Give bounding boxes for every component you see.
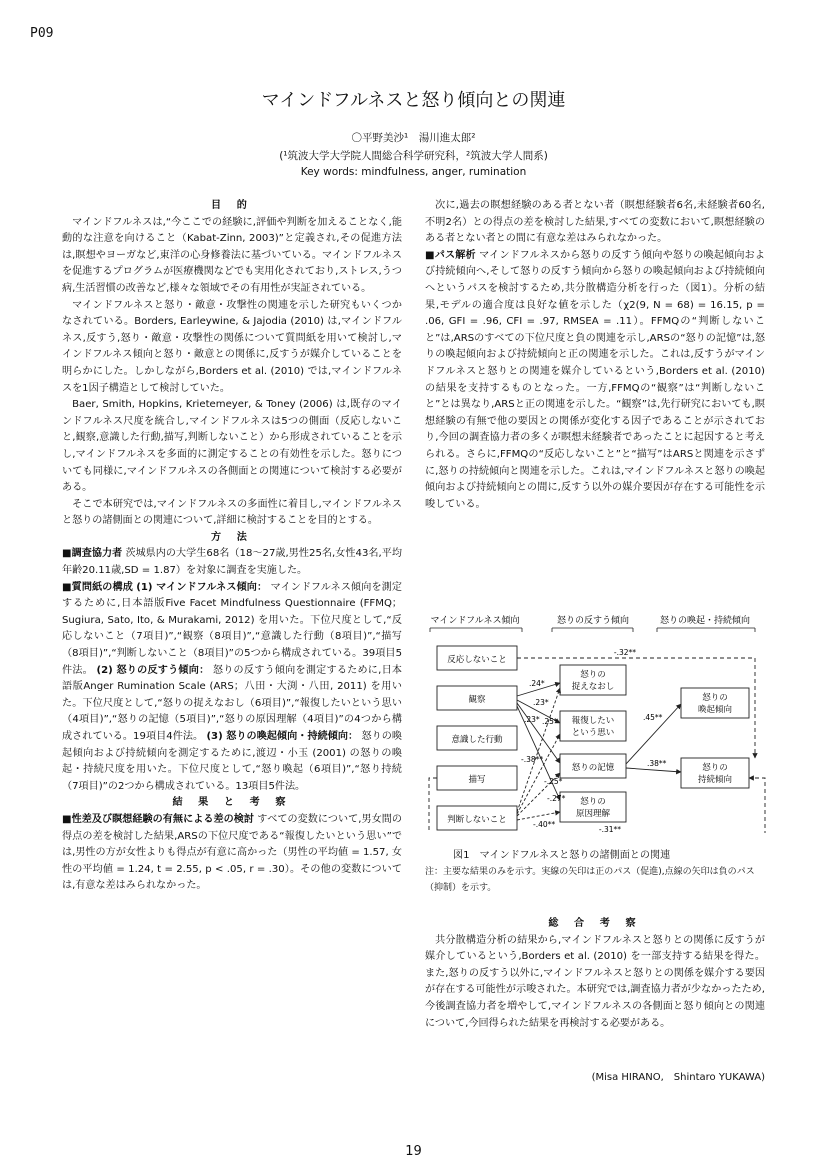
label-observe-revenge: .23* — [533, 698, 549, 707]
purpose-heading: 目 的 — [211, 200, 253, 211]
results-r1-text: すべての変数について,男女間の得点の差を検討した結果,ARSの下位尺度である“報復したいという思い”では,男性の方が女性よりも得点が有意に高かった（男性の平均値 = 1.57, 女性の平均値 = 1.24, t = 2.55, p < .05, r = .30）。その他の変数については,有意な差はみられなかった。 — [62, 813, 402, 892]
header-outcomes: 怒りの喚起・持続傾向 — [659, 616, 751, 626]
method-heading: 方 法 — [211, 531, 253, 543]
svg-text:原因理解: 原因理解 — [575, 809, 611, 819]
svg-text:怒りの: 怒りの — [580, 670, 606, 680]
measure3-text: 怒りの喚起傾向および持続傾向を測定するために,渡辺・小玉 (2001) の怒りの喚起・持続尺度を用いた。下位尺度として,“怒り喚起（6項目)”,“怒り持続（7項目)”の2つから構成されている。13項目5件法。 — [62, 731, 403, 792]
page-number: 19 — [405, 1144, 422, 1159]
caption-note: 注：主要な結果のみを示す。実線の矢印は正のパス（促進),点線の矢印は負のパス（抑制）を示す。 — [425, 867, 755, 893]
measure2-label: (2) 怒りの反すう傾向： — [96, 664, 210, 676]
svg-text:反応しないこと: 反応しないこと — [447, 655, 507, 665]
svg-text:喚起傾向: 喚起傾向 — [697, 705, 733, 715]
left-column — [62, 198, 402, 895]
label-nonjudge-memory: -.27* — [547, 794, 566, 803]
node-persistence — [681, 758, 749, 788]
purpose-p1: マインドフルネスは,“今ここでの経験に,評価や判断を加えることなく,能動的な注意を向けること（Kabat-Zinn, 2003)”と定義され,その促進方法は,瞑想やヨーガなど,東洋の心身修養法に基づいている。マインドフルネスを促進するプログラムが医療機関などでも実用化されており,ストレス,うつ病,生活習慣の改善など,様々な領域でその有用性が実証されている。 — [62, 216, 402, 294]
page-id: P09 — [30, 26, 54, 41]
conclusion-text: 共分散構造分析の結果から,マインドフルネスと怒りとの関係に反すうが媒介しているという,Borders et al. (2010) を一部支持する結果を得た。また,怒りの反すう以外に,マインドフルネスと怒りとの関係を媒介する要因が存在する可能性が示唆された。本研究では,調査協力者が少なかったため,今後調査協力者を増やして,マインドフルネスの各側面と怒り傾向との関連について,今回得られた結果を再検討する必要がある。 — [425, 934, 765, 1029]
svg-text:判断しないこと: 判断しないこと — [447, 815, 507, 825]
paper-title: マインドフルネスと怒り傾向との関連 — [261, 90, 566, 111]
affiliations: (¹筑波大学大学院人間総合科学研究科，²筑波大学人間系) — [279, 150, 548, 162]
node-describe — [437, 766, 517, 790]
participants-text: 茨城県内の大学生68名（18～27歳,男性25名,女性43名,平均年齢20.11歳,SD = 1.87）を対象に調査を実施した。 — [62, 548, 402, 577]
path-memory-persist — [626, 768, 681, 772]
node-non-react — [437, 646, 517, 670]
label-observe-cause: .23* — [524, 715, 540, 724]
label-nonjudge-revenge: -.25* — [544, 777, 563, 786]
authors: 〇平野美沙¹ 湯川進太郎² — [351, 132, 476, 144]
svg-text:という思い: という思い — [571, 728, 615, 738]
measure1-label: (1) マインドフルネス傾向： — [136, 581, 268, 593]
author-signature: (Misa HIRANO, Shintaro YUKAWA) — [591, 1072, 765, 1083]
node-revenge — [560, 711, 626, 741]
node-non-judge — [437, 806, 517, 830]
svg-text:意識した行動: 意識した行動 — [451, 735, 503, 745]
header-mindfulness: マインドフルネス傾向 — [430, 616, 520, 626]
figure-caption — [425, 848, 770, 896]
label-memory-persist: .38** — [647, 759, 667, 768]
results-r3-text: マインドフルネスから怒りの反すう傾向や怒りの喚起傾向および持続傾向へ,そして怒りの反すう傾向から怒りの喚起傾向および持続傾向へというパスを検討するため,共分散構造分析を行った（図1）。分析の結果,モデルの適合度は良好な値を示した（χ2(9, N = 68) = 16.15, p = .06, GFI = .96, CFI = .97, RMSEA = .11）。FFMQの“判断しないこと”は,ARSのすべての下位尺度と負の関連を示し,ARSの“怒りの記憶”は,怒りの喚起傾向および持続傾向と正の関連を示した。これは,反すうがマインドフルネスと怒りとの関連を媒介しているという,Borders et al. (2010) の結果を支持するものとなった。一方,FFMQの“観察”は“判断しないこと”とは異なり,ARSと正の関連を示した。“観察”は,先行研究においても,瞑想経験の有無で他の要因との関係が変化する因子であることが示されており,今回の調査協力者の多くが瞑想未経験者であったことに起因すると考えられる。さらに,FFMQの“反応しないこと”と“描写”はARSと関連を示さずに,怒りの持続傾向と関連を示した。これは,マインドフルネスと怒りの喚起傾向および持続傾向との間に,反すう以外の媒介要因が存在する可能性を示唆している。 — [425, 249, 765, 510]
header-rumination: 怒りの反すう傾向 — [556, 616, 630, 626]
purpose-p4: そこで本研究では,マインドフルネスの多面性に着目し,マインドフルネスと怒りの諸側面との関連について,詳細に検討することを目的とする。 — [62, 498, 402, 527]
svg-text:持続傾向: 持続傾向 — [697, 775, 733, 785]
measure2-text: 怒りの反すう傾向を測定するために,日本語版Anger Rumination Scale (ARS；八田・大渕・八田, 2011) を用いた。下位尺度として,“怒りの捉えなおし（6項目)”,“報復したいという思い（4項目)”,“怒りの記憶（5項目)”,“怒りの原因理解（4項目)”の4つから構成されている。19項目4件法。 — [62, 664, 403, 742]
results-r3-label: ■パス解析 — [425, 249, 476, 261]
node-cause — [560, 792, 626, 822]
label-memory-arousal: .45** — [643, 713, 663, 722]
svg-text:描写: 描写 — [468, 775, 486, 785]
measures-label: ■質問紙の構成 — [62, 581, 133, 593]
conclusion-heading: 総 合 考 察 — [548, 918, 642, 929]
node-observe — [437, 686, 517, 710]
keywords: Key words: mindfulness, anger, rumination — [300, 166, 527, 178]
participants-label: ■調査協力者 — [62, 548, 123, 560]
right-column — [425, 198, 765, 513]
results-heading: 結 果 と 考 察 — [172, 797, 292, 809]
svg-text:怒りの: 怒りの — [580, 797, 606, 807]
label-nonjudge-cause: -.40** — [533, 820, 556, 829]
purpose-p2: マインドフルネスと怒り・敵意・攻撃性の関連を示した研究もいくつかなされている。Borders, Earleywine, & Jajodia (2010) は,マインドフルネス,反すう,怒り・敵意・攻撃性の関係について質問紙を用いて検討し,マインドフルネス傾向と怒り・敵意との関係に,反すうが媒介していることを明らかにした。しかしながら,Borders et al. (2010) では,マインドフルネスを1因子構造として検討していた。 — [62, 299, 402, 394]
results-r1-label: ■性差及び瞑想経験の有無による差の検討 — [62, 813, 255, 825]
node-arousal — [681, 688, 749, 718]
svg-text:怒りの: 怒りの — [702, 763, 728, 773]
label-describe-persist: -.31** — [598, 825, 622, 833]
node-act-aware — [437, 726, 517, 750]
svg-text:怒りの: 怒りの — [702, 693, 728, 703]
path-nonjudge-cause — [517, 812, 560, 820]
results-r2: 次に,過去の瞑想経験のある者とない者（瞑想経験者6名,未経験者60名,不明2名）との得点の差を検討した結果,すべての変数において,瞑想経験のある者とない者との間に有意な差はみられなかった。 — [425, 200, 765, 245]
label-observe-reappraise: .24* — [529, 679, 545, 688]
caption-title: 図1 マインドフルネスと怒りの諸側面との関連 — [453, 850, 671, 861]
path-diagram — [425, 608, 770, 833]
label-nonjudge-reappraise: -.38** — [521, 755, 544, 764]
measure1-text: マインドフルネス傾向を測定するために,日本語版Five Facet Mindfulness Questionnaire (FFMQ；Sugiura, Sato, Ito, & Murakami, 2012) を用いた。下位尺度として,“反応しないこと（7項目)”,“観察（8項目)”,“意識した行動（8項目)”,“描写（8項目)”,“判断しないこと（8項目)”の5つから構成されている。39項目5件法。 — [62, 581, 402, 676]
node-reappraise — [560, 665, 626, 695]
label-nonreact-persist: -.32** — [613, 648, 637, 657]
conclusion-section — [425, 916, 765, 1032]
svg-text:捉えなおし: 捉えなおし — [571, 682, 615, 692]
label-observe-memory: .25* — [542, 717, 558, 726]
svg-text:怒りの記憶: 怒りの記憶 — [571, 763, 615, 773]
svg-text:報復したい: 報復したい — [571, 716, 615, 726]
svg-text:観察: 観察 — [468, 695, 486, 705]
purpose-p3: Baer, Smith, Hopkins, Krietemeyer, & Toney (2006) は,既存のマインドフルネス尺度を統合し,マインドフルネスは5つの側面（反応しないこと,観察,意識した行動,描写,判断しないこと）から形成されていることを示し,マインドフルネスを多面的に測定することの有効性を示した。怒りについても同様に,マインドフルネスの各側面との関連について検討する必要がある。 — [62, 399, 402, 494]
measure3-label: (3) 怒りの喚起傾向・持続傾向： — [206, 731, 359, 742]
node-memory — [560, 754, 626, 778]
